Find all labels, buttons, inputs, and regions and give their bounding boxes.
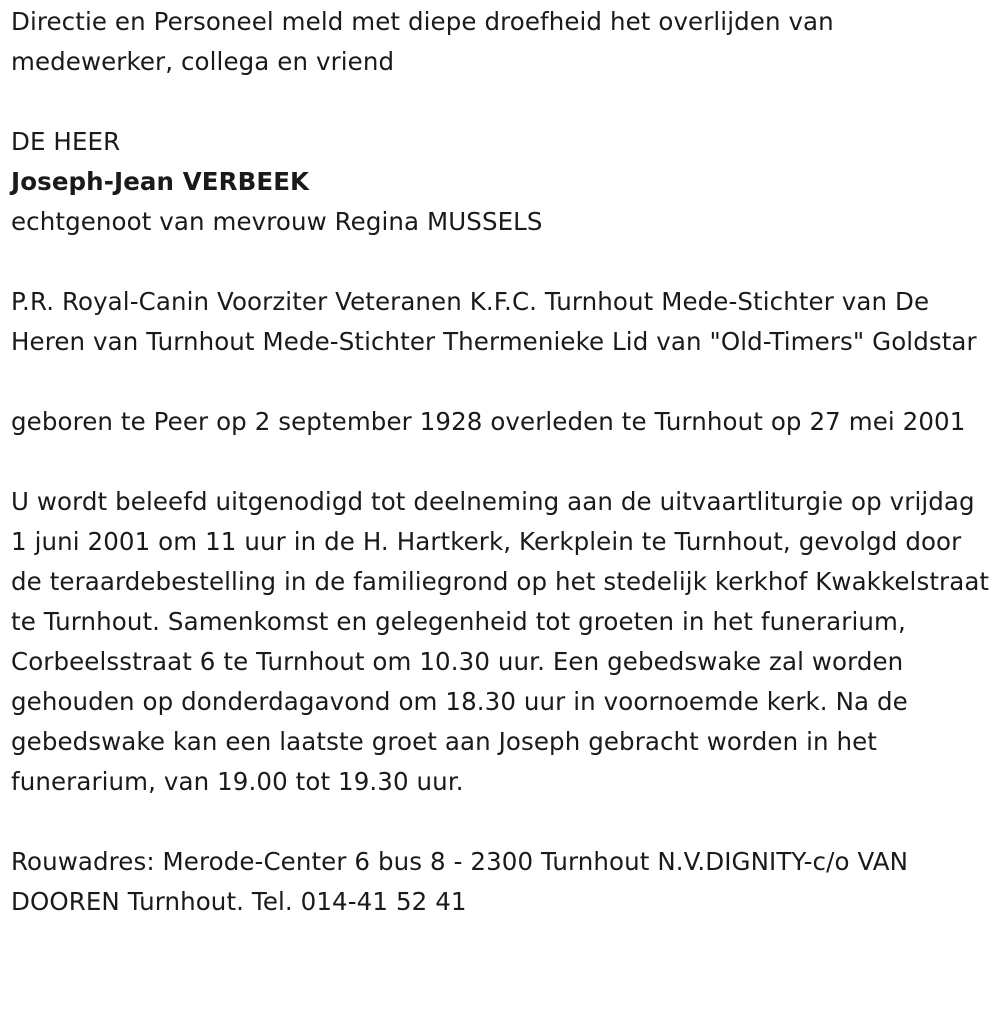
obituary-document	[11, 2, 995, 922]
title-text: DE HEER	[11, 127, 121, 156]
intro-text: Directie en Personeel meld met diepe droefheid het overlijden van medewerker, collega en vriend	[11, 7, 834, 76]
spacer	[11, 362, 995, 402]
address-text: Rouwadres: Merode-Center 6 bus 8 - 2300 Turnhout N.V.DIGNITY-c/o VAN DOOREN Turnhout. Tel. 014-41 52 41	[11, 847, 909, 916]
deceased-name: Joseph-Jean VERBEEK	[11, 167, 310, 196]
spouse-text: echtgenoot van mevrouw Regina MUSSELS	[11, 207, 543, 236]
affiliations-text: P.R. Royal-Canin Voorziter Veteranen K.F.C. Turnhout Mede-Stichter van De Heren van Turnhout Mede-Stichter Thermenieke Lid van "Old-Timers" Goldstar	[11, 287, 977, 356]
birth-death-text: geboren te Peer op 2 september 1928 overleden te Turnhout op 27 mei 2001	[11, 407, 966, 436]
spacer	[11, 802, 995, 842]
spacer	[11, 82, 995, 122]
invitation-text: U wordt beleefd uitgenodigd tot deelneming aan de uitvaartliturgie op vrijdag 1 juni 2001 om 11 uur in de H. Hartkerk, Kerkplein te Turnhout, gevolgd door de teraardebestelling in de familiegrond op het stedelijk kerkhof Kwakkelstraat te Turnhout. Samenkomst en gelegenheid tot groeten in het funerarium, Corbeelsstraat 6 te Turnhout om 10.30 uur. Een gebedswake zal worden gehouden op donderdagavond om 18.30 uur in voornoemde kerk. Na de gebedswake kan een laatste groet aan Joseph gebracht worden in het funerarium, van 19.00 tot 19.30 uur.	[11, 487, 990, 796]
spacer	[11, 442, 995, 482]
spacer	[11, 242, 995, 282]
